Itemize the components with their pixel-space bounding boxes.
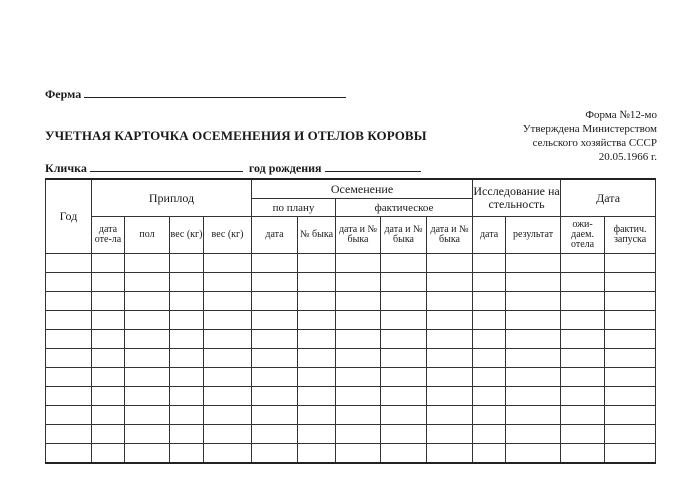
dry-off-header: фактич. запуска [605, 217, 656, 254]
approved-by: Утверждена Министерством [522, 123, 657, 135]
table-cell[interactable] [427, 406, 473, 425]
table-cell[interactable] [92, 444, 125, 464]
table-cell[interactable] [204, 330, 252, 349]
table-cell[interactable] [336, 311, 381, 330]
table-cell[interactable] [427, 254, 473, 273]
name-label: Кличка [45, 161, 87, 175]
table-cell[interactable] [125, 292, 170, 311]
page-title: УЧЕТНАЯ КАРТОЧКА ОСЕМЕНЕНИЯ И ОТЕЛОВ КОРОВЫ [45, 128, 427, 143]
table-cell[interactable] [298, 368, 336, 387]
birth-year-label: год рождения [248, 161, 322, 175]
table-row [46, 311, 656, 330]
table-cell[interactable] [204, 368, 252, 387]
table-cell[interactable] [381, 311, 427, 330]
ministry-name: сельского хозяйства СССР [532, 137, 657, 149]
table-cell[interactable] [125, 273, 170, 292]
bull-number-header: № быка [298, 217, 336, 254]
table-cell[interactable] [427, 387, 473, 406]
table-cell[interactable] [605, 425, 656, 444]
table-cell[interactable] [427, 273, 473, 292]
form-meta [523, 108, 657, 164]
table-cell[interactable] [204, 387, 252, 406]
table-cell[interactable] [46, 387, 92, 406]
table-row [46, 292, 656, 311]
table-cell[interactable] [506, 254, 561, 273]
table-cell[interactable] [252, 349, 298, 368]
table-cell[interactable] [561, 330, 605, 349]
table-cell[interactable] [473, 254, 506, 273]
table-cell[interactable] [427, 349, 473, 368]
table-cell[interactable] [92, 406, 125, 425]
table-cell[interactable] [605, 254, 656, 273]
table-cell[interactable] [46, 444, 92, 464]
table-cell[interactable] [204, 349, 252, 368]
table-cell[interactable] [336, 406, 381, 425]
table-cell[interactable] [252, 406, 298, 425]
table-row [46, 330, 656, 349]
table-cell[interactable] [298, 311, 336, 330]
table-cell[interactable] [125, 330, 170, 349]
table-cell[interactable] [252, 444, 298, 464]
table-cell[interactable] [473, 444, 506, 464]
table-cell[interactable] [381, 330, 427, 349]
table-cell[interactable] [605, 387, 656, 406]
table-row [46, 273, 656, 292]
table-cell[interactable] [298, 273, 336, 292]
table-cell[interactable] [298, 330, 336, 349]
table-cell[interactable] [336, 387, 381, 406]
table-cell[interactable] [381, 387, 427, 406]
table-row [46, 254, 656, 273]
table-cell[interactable] [427, 368, 473, 387]
table-cell[interactable] [204, 425, 252, 444]
table-cell[interactable] [506, 292, 561, 311]
table-cell[interactable] [125, 349, 170, 368]
table-cell[interactable] [204, 254, 252, 273]
table-row [46, 444, 656, 464]
table-cell[interactable] [204, 444, 252, 464]
table-cell[interactable] [605, 330, 656, 349]
farm-blank-line[interactable] [84, 86, 346, 98]
table-cell[interactable] [561, 311, 605, 330]
table-cell[interactable] [125, 444, 170, 464]
table-cell[interactable] [561, 406, 605, 425]
table-body [46, 254, 656, 464]
table-cell[interactable] [473, 349, 506, 368]
table-cell[interactable] [252, 273, 298, 292]
farm-label: Ферма [45, 87, 82, 101]
table-cell[interactable] [561, 349, 605, 368]
table-cell[interactable] [381, 254, 427, 273]
table-cell[interactable] [252, 425, 298, 444]
table-cell[interactable] [506, 406, 561, 425]
table-cell[interactable] [473, 406, 506, 425]
table-cell[interactable] [561, 425, 605, 444]
table-cell[interactable] [125, 406, 170, 425]
table-cell[interactable] [336, 273, 381, 292]
actual-date-bull-header-2: дата и № быка [381, 217, 427, 254]
table-cell[interactable] [298, 292, 336, 311]
table-cell[interactable] [561, 292, 605, 311]
expected-calving-header: ожи-даем. отела [561, 217, 605, 254]
table-cell[interactable] [252, 292, 298, 311]
table-cell[interactable] [170, 387, 204, 406]
plan-header: по плану [252, 199, 336, 217]
table-cell[interactable] [473, 387, 506, 406]
table-cell[interactable] [427, 330, 473, 349]
table-cell[interactable] [170, 425, 204, 444]
table-cell[interactable] [605, 406, 656, 425]
table-cell[interactable] [92, 330, 125, 349]
table-cell[interactable] [252, 387, 298, 406]
table-cell[interactable] [125, 387, 170, 406]
actual-date-bull-header-3: дата и № быка [427, 217, 473, 254]
weight-header-1: вес (кг) [170, 217, 204, 254]
table-cell[interactable] [506, 311, 561, 330]
table-row [46, 406, 656, 425]
table-cell[interactable] [125, 254, 170, 273]
table-cell[interactable] [506, 273, 561, 292]
table-cell[interactable] [92, 387, 125, 406]
table-cell[interactable] [506, 387, 561, 406]
table-cell[interactable] [605, 311, 656, 330]
table-cell[interactable] [605, 292, 656, 311]
table-cell[interactable] [506, 368, 561, 387]
table-cell[interactable] [170, 330, 204, 349]
calving-date-header: дата оте-ла [92, 217, 125, 254]
table-cell[interactable] [336, 444, 381, 464]
table-cell[interactable] [298, 387, 336, 406]
plan-date-header: дата [252, 217, 298, 254]
table-cell[interactable] [170, 406, 204, 425]
table-cell[interactable] [506, 444, 561, 464]
table-cell[interactable] [381, 292, 427, 311]
table-cell[interactable] [561, 368, 605, 387]
table-cell[interactable] [561, 387, 605, 406]
pregnancy-result-header: результат [506, 217, 561, 254]
table-cell[interactable] [336, 292, 381, 311]
weight-header-2: вес (кг) [204, 217, 252, 254]
table-cell[interactable] [170, 444, 204, 464]
table-row [46, 387, 656, 406]
table-cell[interactable] [252, 368, 298, 387]
table-cell[interactable] [427, 311, 473, 330]
table-row [46, 349, 656, 368]
approval-date: 20.05.1966 г. [598, 151, 657, 163]
farm-field [45, 86, 346, 102]
table-cell[interactable] [46, 368, 92, 387]
table-cell[interactable] [381, 425, 427, 444]
table-cell[interactable] [336, 425, 381, 444]
table-cell[interactable] [170, 273, 204, 292]
table-cell[interactable] [46, 292, 92, 311]
form-number: Форма №12-мо [585, 109, 657, 121]
offspring-header: Приплод [92, 179, 252, 217]
table-cell[interactable] [506, 330, 561, 349]
table-cell[interactable] [170, 349, 204, 368]
table-cell[interactable] [46, 311, 92, 330]
table-cell[interactable] [381, 368, 427, 387]
table-cell[interactable] [605, 368, 656, 387]
name-and-year-field [45, 160, 421, 176]
actual-header: фактическое [336, 199, 473, 217]
table-cell[interactable] [336, 254, 381, 273]
table-cell[interactable] [46, 406, 92, 425]
table-cell[interactable] [381, 349, 427, 368]
table-cell[interactable] [46, 349, 92, 368]
table-cell[interactable] [473, 425, 506, 444]
table-cell[interactable] [605, 273, 656, 292]
table-cell[interactable] [125, 368, 170, 387]
table-cell[interactable] [473, 311, 506, 330]
table-cell[interactable] [381, 444, 427, 464]
table-cell[interactable] [473, 292, 506, 311]
table-cell[interactable] [336, 330, 381, 349]
table-cell[interactable] [336, 368, 381, 387]
pregnancy-test-header: Исследование на стельность [473, 179, 561, 217]
table-cell[interactable] [605, 444, 656, 464]
table-cell[interactable] [252, 311, 298, 330]
birth-year-blank-line[interactable] [325, 160, 421, 172]
date-header: Дата [561, 179, 656, 217]
table-cell[interactable] [427, 444, 473, 464]
table-cell[interactable] [92, 311, 125, 330]
table-cell[interactable] [125, 425, 170, 444]
table-cell[interactable] [298, 254, 336, 273]
table-cell[interactable] [298, 406, 336, 425]
record-table [45, 178, 656, 464]
sex-header: пол [125, 217, 170, 254]
table-cell[interactable] [336, 349, 381, 368]
insemination-header: Осеменение [252, 179, 473, 199]
table-cell[interactable] [92, 368, 125, 387]
actual-date-bull-header-1: дата и № быка [336, 217, 381, 254]
table-cell[interactable] [561, 444, 605, 464]
year-header: Год [46, 179, 92, 254]
table-cell[interactable] [46, 254, 92, 273]
table-cell[interactable] [427, 425, 473, 444]
table-cell[interactable] [298, 425, 336, 444]
table-cell[interactable] [506, 425, 561, 444]
table-cell[interactable] [46, 273, 92, 292]
table-cell[interactable] [473, 330, 506, 349]
table-cell[interactable] [204, 273, 252, 292]
table-cell[interactable] [605, 349, 656, 368]
table-cell[interactable] [252, 254, 298, 273]
table-cell[interactable] [561, 254, 605, 273]
table-cell[interactable] [473, 368, 506, 387]
table-cell[interactable] [92, 254, 125, 273]
table-cell[interactable] [46, 330, 92, 349]
table-cell[interactable] [204, 292, 252, 311]
table-row [46, 425, 656, 444]
name-blank-line[interactable] [90, 160, 243, 172]
table-cell[interactable] [298, 444, 336, 464]
table-cell[interactable] [170, 254, 204, 273]
table-cell[interactable] [92, 425, 125, 444]
table-cell[interactable] [381, 273, 427, 292]
table-cell[interactable] [92, 349, 125, 368]
table-cell[interactable] [46, 425, 92, 444]
table-row [46, 368, 656, 387]
table-cell[interactable] [125, 311, 170, 330]
table-cell[interactable] [473, 273, 506, 292]
table-cell[interactable] [561, 273, 605, 292]
table-cell[interactable] [506, 349, 561, 368]
table-cell[interactable] [252, 330, 298, 349]
table-cell[interactable] [170, 368, 204, 387]
pregnancy-date-header: дата [473, 217, 506, 254]
table-cell[interactable] [427, 292, 473, 311]
table-cell[interactable] [92, 292, 125, 311]
table-cell[interactable] [204, 311, 252, 330]
table-cell[interactable] [298, 349, 336, 368]
table-cell[interactable] [204, 406, 252, 425]
table-cell[interactable] [170, 292, 204, 311]
table-cell[interactable] [92, 273, 125, 292]
table-cell[interactable] [381, 406, 427, 425]
table-cell[interactable] [170, 311, 204, 330]
